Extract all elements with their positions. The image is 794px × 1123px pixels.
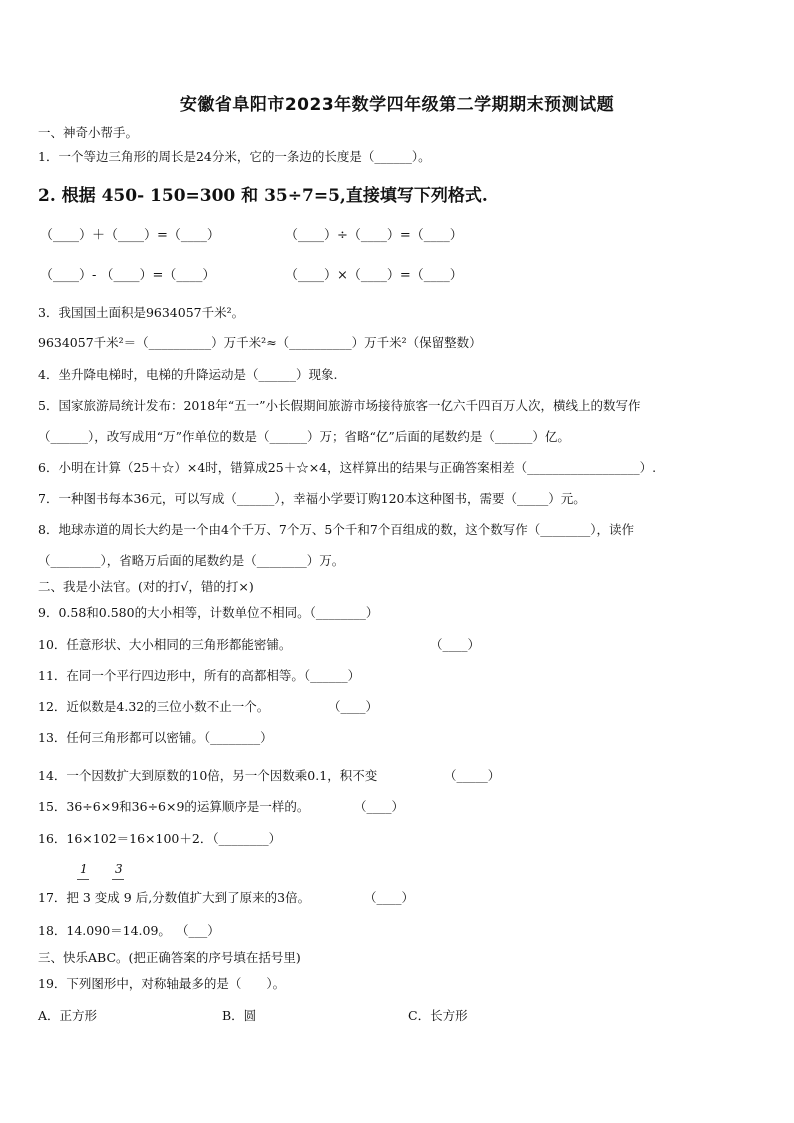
question-14-answer: （_____） <box>444 768 501 783</box>
question-1: 1．一个等边三角形的周长是24分米，它的一条边的长度是（______）。 <box>38 149 431 164</box>
fraction-1-numerator: 1 <box>80 862 88 876</box>
question-17: 17．把 3 变成 9 后,分数值扩大到了原来的3倍。 <box>38 890 311 905</box>
question-10-answer: （____） <box>430 637 481 652</box>
page-title: 安徽省阜阳市2023年数学四年级第二学期期末预测试题 <box>179 95 615 115</box>
question-15-answer: （____） <box>354 799 405 814</box>
section-1-heading: 一、神奇小帮手。 <box>38 125 139 140</box>
question-13: 13．任何三角形都可以密铺。（________） <box>38 730 273 745</box>
question-15: 15．36÷6×9和36÷6×9的运算顺序是一样的。 <box>38 799 310 814</box>
section-2-heading: 二、我是小法官。(对的打√，错的打×) <box>38 579 254 594</box>
question-4: 4．坐升降电梯时，电梯的升降运动是（______）现象. <box>38 367 338 382</box>
question-8-blanks: （________），省略万后面的尾数约是（________）万。 <box>38 553 345 568</box>
question-5: 5．国家旅游局统计发布：2018年“五一”小长假期间旅游市场接待旅客一亿六千四百万人次，横线上的数写作 <box>38 398 641 413</box>
question-12: 12．近似数是4.32的三位小数不止一个。 <box>38 699 270 714</box>
option-c: C．长方形 <box>408 1008 468 1023</box>
question-16: 16．16×102＝16×100＋2．（________） <box>38 831 282 846</box>
question-19: 19．下列图形中，对称轴最多的是（ ）。 <box>38 976 286 991</box>
question-5-blanks: （______），改写成用“万”作单位的数是（______）万；省略“亿”后面的尾数约是（______）亿。 <box>38 429 570 444</box>
question-10: 10．任意形状、大小相同的三角形都能密铺。 <box>38 637 292 652</box>
section-3-heading: 三、快乐ABC。(把正确答案的序号填在括号里) <box>38 950 301 965</box>
option-b: B．圆 <box>222 1008 257 1023</box>
format-multiply: （____）×（____）=（____） <box>285 268 463 283</box>
question-6: 6．小明在计算（25＋☆）×4时，错算成25＋☆×4，这样算出的结果与正确答案相差（__________________）. <box>38 460 657 475</box>
question-12-answer: （____） <box>328 699 379 714</box>
fraction-2-numerator: 3 <box>115 862 123 876</box>
format-subtract: （____）- （____）=（____） <box>40 268 216 283</box>
question-2: 2. 根据 450- 150=300 和 35÷7=5,直接填写下列格式. <box>38 186 488 206</box>
question-7: 7．一种图书每本36元，可以写成（______），幸福小学要订购120本这种图书，需要（_____）元。 <box>38 491 586 506</box>
question-3: 3．我国国土面积是9634057千米²。 <box>38 305 245 320</box>
format-divide: （____）÷（____）=（____） <box>285 228 463 243</box>
question-11: 11．在同一个平行四边形中，所有的高都相等。（______） <box>38 668 361 683</box>
fraction-2-bar <box>112 879 124 880</box>
option-a: A．正方形 <box>38 1008 98 1023</box>
question-8: 8．地球赤道的周长大约是一个由4个千万、7个万、5个千和7个百组成的数，这个数写作（________），读作 <box>38 522 635 537</box>
question-3-blanks: 9634057千米²＝（__________）万千米²≈（__________）万千米²（保留整数） <box>38 335 482 350</box>
question-18-answer: （___） <box>176 923 220 938</box>
question-14: 14．一个因数扩大到原数的10倍，另一个因数乘0.1，积不变 <box>38 768 378 783</box>
question-18: 18．14.090＝14.09。 <box>38 923 171 938</box>
question-9: 9．0.58和0.580的大小相等，计数单位不相同。（________） <box>38 605 379 620</box>
question-17-answer: （____） <box>364 890 415 905</box>
format-add: （____）＋（____）=（____） <box>40 228 220 243</box>
fraction-1-bar <box>77 879 89 880</box>
